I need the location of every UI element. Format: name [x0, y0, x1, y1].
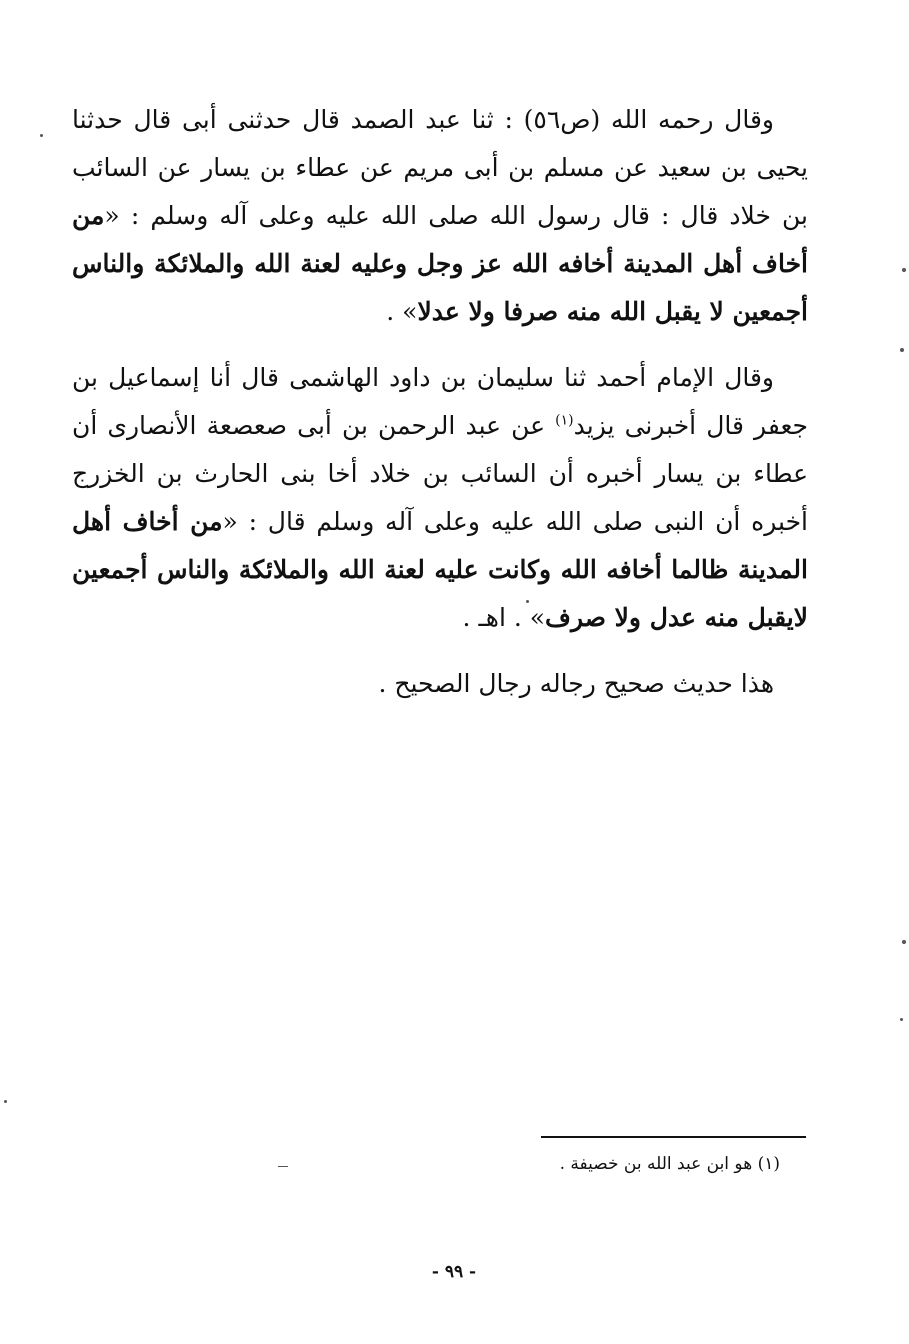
- conclusion-line: هذا حديث صحيح رجاله رجال الصحيح .: [378, 669, 774, 698]
- paragraph-1-narration: وقال رحمه الله (ص٥٦) : ثنا عبد الصمد قال حدثنى أبى قال حدثنا يحيى بن سعيد عن مسلم بن أبى مريم عن عطاء بن يسار عن السائب بن خلاد قال : قال رسول الله صلى الله عليه وعلى آله وسلم : «: [72, 105, 808, 230]
- footnote-reference: (١): [555, 412, 574, 429]
- paragraph-1: [72, 96, 808, 336]
- paragraph-2-hadith-text: من أخاف أهل المدينة ظالما أخافه الله وكانت عليه لعنة الله والملائكة والناس أجمعين لايقبل منه عدل ولا صرف: [72, 507, 808, 632]
- scan-speck: [900, 348, 904, 352]
- footnote-text: (١) هو ابن عبد الله بن خصيفة .: [559, 1154, 780, 1174]
- paragraph-2-narration-cont: عن عبد الرحمن بن أبى صعصعة الأنصارى أن عطاء بن يسار أخبره أن السائب بن خلاد أخا بنى الحارث بن الخزرج أخبره أن النبى صلى الله عليه وعلى آله وسلم قال : «: [72, 411, 808, 536]
- scan-speck: [40, 134, 43, 137]
- scan-speck: [902, 940, 906, 944]
- paragraph-2: [72, 354, 808, 642]
- paragraph-1-closing: » .: [386, 297, 418, 326]
- scan-speck: [526, 600, 529, 603]
- paragraph-1-hadith-text: من أخاف أهل المدينة أخافه الله عز وجل وعليه لعنة الله والملائكة والناس أجمعين لا يقبل الله منه صرفا ولا عدلا: [72, 201, 808, 326]
- main-text: [72, 96, 808, 708]
- scan-speck: [278, 1166, 288, 1167]
- scan-speck: [902, 268, 906, 272]
- paragraph-2-narration: وقال الإمام أحمد ثنا سليمان بن داود الهاشمى قال أنا إسماعيل بن جعفر قال أخبرنى يزيد: [72, 363, 808, 440]
- page-number: - ٩٩ -: [431, 1262, 477, 1282]
- scan-speck: [4, 1100, 7, 1103]
- footnote-divider: [541, 1136, 806, 1138]
- scan-speck: [900, 1018, 903, 1021]
- paragraph-2-closing: » . اهـ .: [462, 603, 546, 632]
